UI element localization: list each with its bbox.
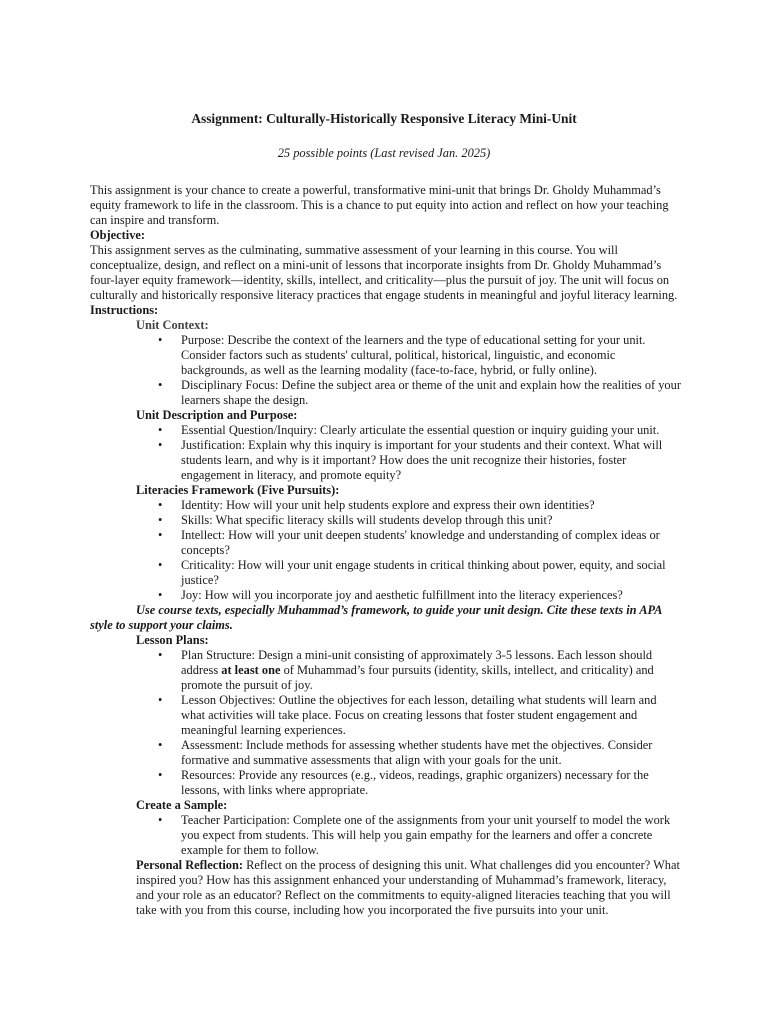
list-item xyxy=(90,378,682,408)
lesson-plans-heading: Lesson Plans: xyxy=(136,633,209,647)
page-title: Assignment: Culturally-Historically Responsive Literacy Mini-Unit xyxy=(191,111,577,126)
list-item-text: Identity: How will your unit help students explore and express their own identities? xyxy=(181,498,595,512)
bullet-icon: • xyxy=(158,438,163,452)
list-item-text: Teacher Participation: Complete one of the assignments from your unit yourself to model the work you expect from students. This will help you gain empathy for the learners and offer a concrete example for them to follow. xyxy=(181,813,671,857)
list-item-text: Justification: Explain why this inquiry is important for your students and their context. What will students learn, and why is it important? How does the unit recognize their histories, foster engagement in literacy, and promote equity? xyxy=(181,438,663,482)
list-item xyxy=(90,648,682,693)
list-item xyxy=(90,588,682,603)
list-item-text: Skills: What specific literacy skills will students develop through this unit? xyxy=(181,513,553,527)
bullet-icon: • xyxy=(158,558,163,572)
sample-list xyxy=(90,813,682,858)
list-item-text: Criticality: How will your unit engage students in critical thinking about power, equity, and social justice? xyxy=(181,558,666,587)
list-item xyxy=(90,693,682,738)
sample-heading: Create a Sample: xyxy=(136,798,228,812)
citation-note-line-2: style to support your claims. xyxy=(90,618,233,632)
objective-heading: Objective: xyxy=(90,228,146,242)
list-item-text: Intellect: How will your unit deepen students' knowledge and understanding of complex ideas or concepts? xyxy=(181,528,660,557)
list-item-text: Disciplinary Focus: Define the subject area or theme of the unit and explain how the realities of your learners shape the design. xyxy=(181,378,681,407)
bullet-icon: • xyxy=(158,648,163,662)
list-item-text: of Muhammad’s four pursuits (identity, skills, intellect, and criticality) and promote the pursuit of joy. xyxy=(181,663,654,692)
instructions-heading: Instructions: xyxy=(90,303,159,317)
list-item-text: Assessment: Include methods for assessing whether students have met the objectives. Consider formative and summative assessments that align with your goals for the unit. xyxy=(181,738,653,767)
list-item xyxy=(90,423,682,438)
bullet-icon: • xyxy=(158,588,163,602)
bullet-icon: • xyxy=(158,528,163,542)
list-item xyxy=(90,738,682,768)
list-item-emphasis: at least one xyxy=(221,663,281,677)
page-subtitle: 25 possible points (Last revised Jan. 2025) xyxy=(277,146,491,160)
citation-note-line-1: Use course texts, especially Muhammad’s framework, to guide your unit design. Cite these texts in APA xyxy=(136,603,663,617)
list-item xyxy=(90,528,682,558)
citation-note xyxy=(90,603,682,633)
objective-paragraph: This assignment serves as the culminating, summative assessment of your learning in this course. You will conceptualize, design, and reflect on a mini-unit of lessons that incorporate insights from Dr. Gholdy Muhammad’s four-layer equity framework—identity, skills, intellect, and criticality—plus the pursuit of joy. The unit will focus on culturally and historically responsive literacy practices that engage students in meaningful and joyful literacy learning. xyxy=(90,243,678,302)
unit-context-list xyxy=(90,333,682,408)
bullet-icon: • xyxy=(158,498,163,512)
literacies-list xyxy=(90,498,682,603)
list-item xyxy=(90,513,682,528)
lesson-plans-list xyxy=(90,648,682,798)
bullet-icon: • xyxy=(158,813,163,827)
bullet-icon: • xyxy=(158,423,163,437)
list-item-text: Lesson Objectives: Outline the objectives for each lesson, detailing what students will learn and what activities will take place. Focus on creating lessons that foster student engagement and meaningful learning experiences. xyxy=(181,693,657,737)
reflection-paragraph xyxy=(90,858,682,918)
unit-context-heading: Unit Context: xyxy=(136,318,209,332)
list-item-text: Resources: Provide any resources (e.g., videos, readings, graphic organizers) necessary for the lessons, with links where appropriate. xyxy=(181,768,649,797)
list-item xyxy=(90,438,682,483)
literacies-heading: Literacies Framework (Five Pursuits): xyxy=(136,483,340,497)
list-item-text: Joy: How will you incorporate joy and aesthetic fulfillment into the literacy experiences? xyxy=(181,588,623,602)
intro-paragraph: This assignment is your chance to create a powerful, transformative mini-unit that brings Dr. Gholdy Muhammad’s equity framework to life in the classroom. This is a chance to put equity into action and reflect on how your teaching can inspire and transform. xyxy=(90,183,669,227)
list-item xyxy=(90,498,682,513)
bullet-icon: • xyxy=(158,333,163,347)
bullet-icon: • xyxy=(158,738,163,752)
unit-description-list xyxy=(90,423,682,483)
bullet-icon: • xyxy=(158,513,163,527)
document-body xyxy=(90,183,682,918)
reflection-text: Reflect on the process of designing this unit. What challenges did you encounter? What inspired you? How has this assignment enhanced your understanding of Muhammad’s framework, literacy, and your role as an educator? Reflect on the commitments to equity-aligned literacies teaching that you will take with you from this course, including how you incorporated the five pursuits into your unit. xyxy=(136,858,680,917)
list-item-text: Purpose: Describe the context of the learners and the type of educational setting for your unit. Consider factors such as students' cultural, political, historical, linguistic, and economic backgrounds, as well as the learning modality (face-to-face, hybrid, or fully online). xyxy=(181,333,646,377)
bullet-icon: • xyxy=(158,768,163,782)
list-item xyxy=(90,768,682,798)
bullet-icon: • xyxy=(158,693,163,707)
list-item-text: Plan Structure: Design a mini-unit consisting of approximately 3-5 lessons. Each lesson should address xyxy=(181,648,653,677)
reflection-heading: Personal Reflection: xyxy=(136,858,244,872)
unit-description-heading: Unit Description and Purpose: xyxy=(136,408,298,422)
list-item xyxy=(90,558,682,588)
list-item xyxy=(90,813,682,858)
list-item-text: Essential Question/Inquiry: Clearly articulate the essential question or inquiry guiding your unit. xyxy=(181,423,660,437)
bullet-icon: • xyxy=(158,378,163,392)
list-item xyxy=(90,333,682,378)
